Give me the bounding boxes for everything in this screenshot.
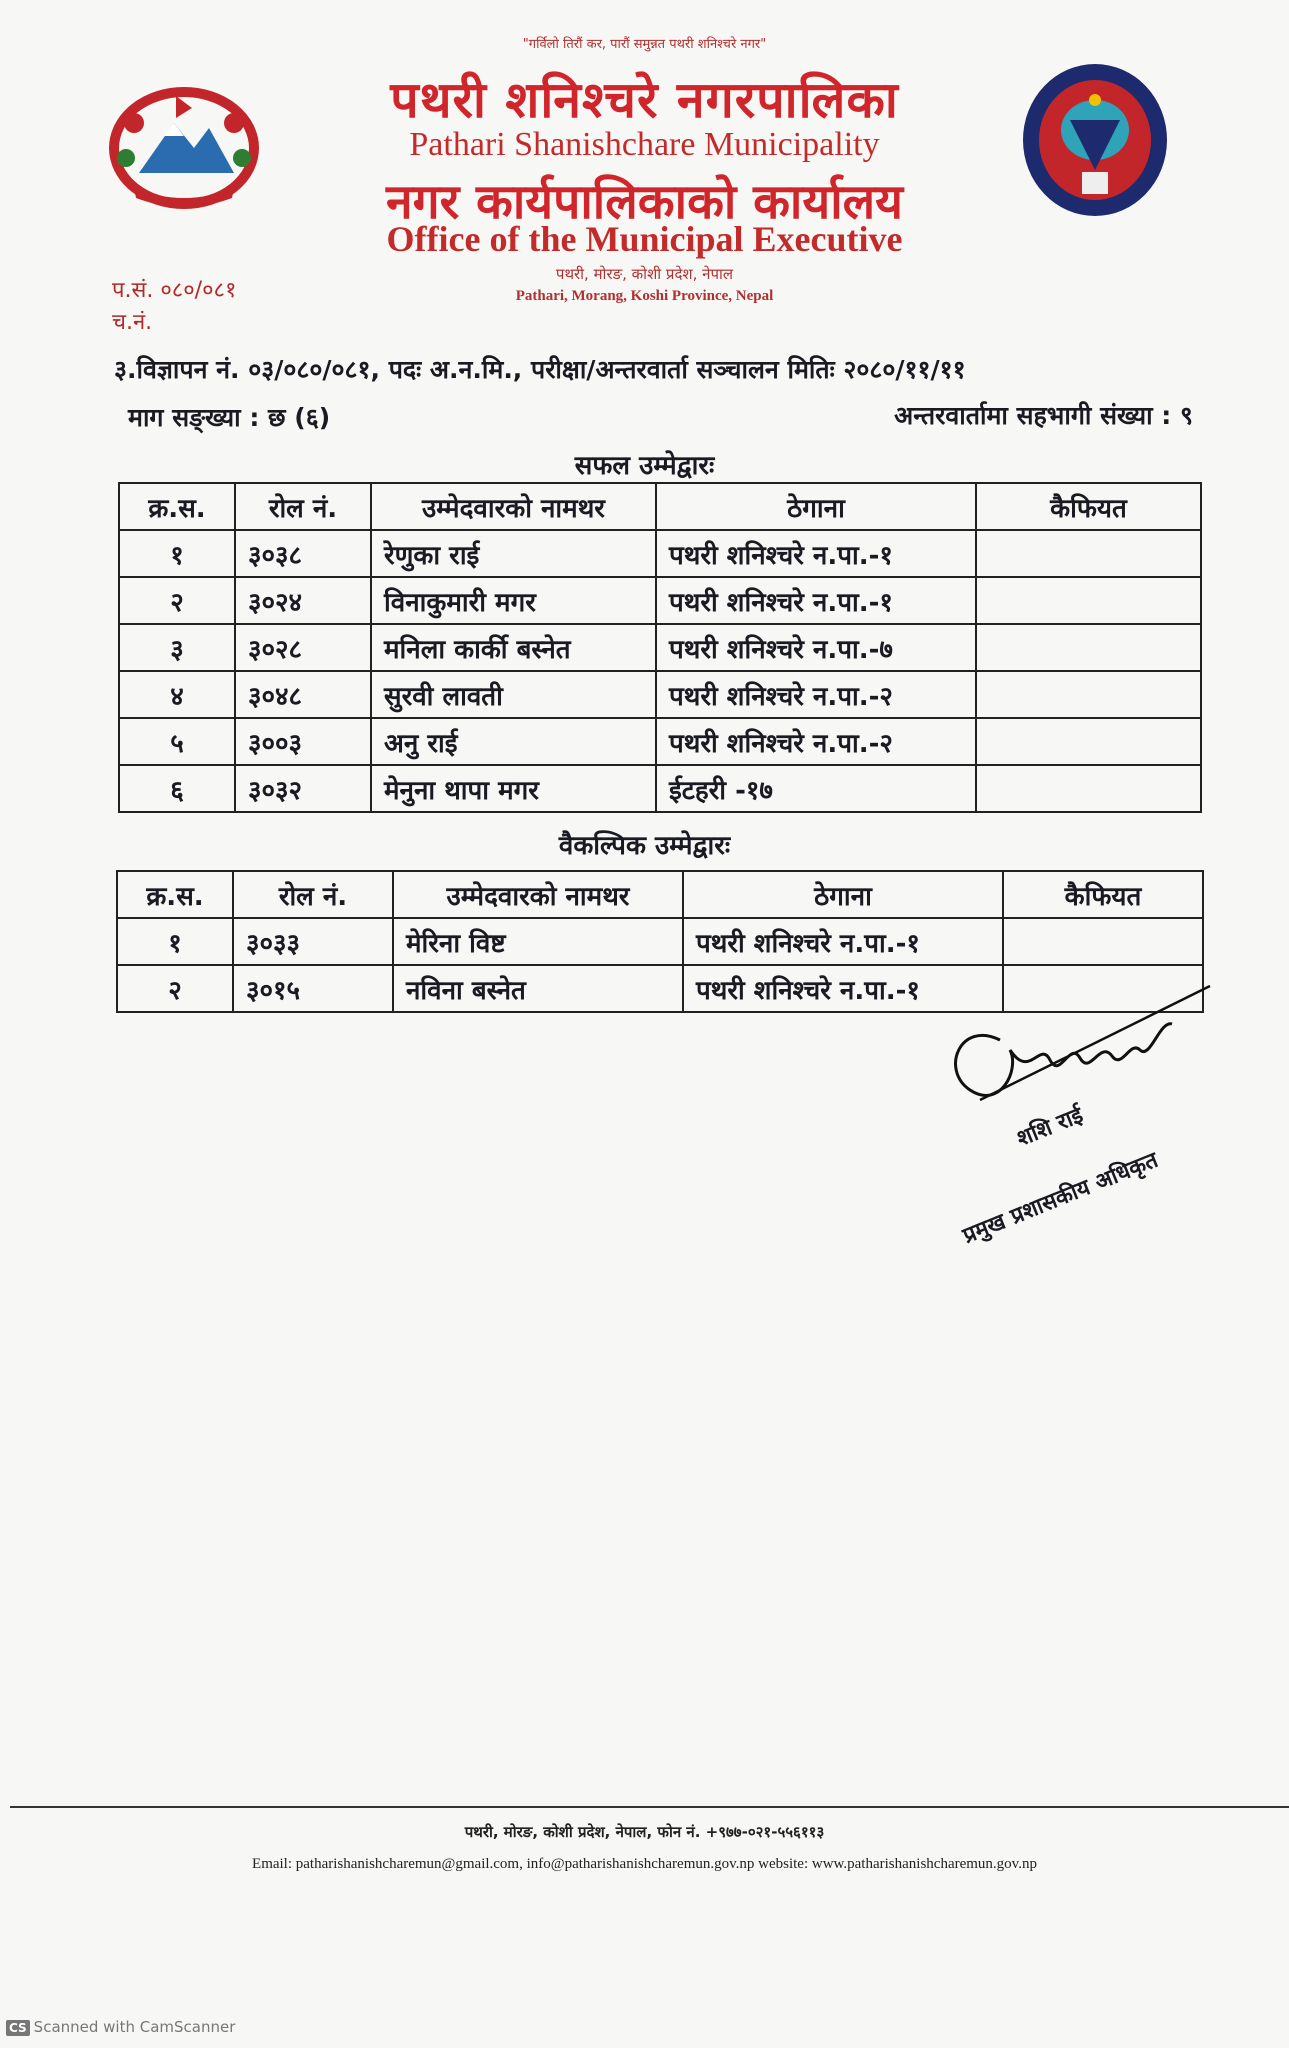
municipality-title-en: Pathari Shanishchare Municipality <box>409 126 880 163</box>
cell-address: पथरी शनिश्चरे न.पा.-१ <box>683 965 1003 1012</box>
cell-sn: ६ <box>119 765 235 812</box>
footer-address: पथरी, मोरङ, कोशी प्रदेश, नेपाल, फोन नं. +९७७-०२१-५५६११३ <box>464 1823 825 1841</box>
table-row <box>119 530 1201 577</box>
cell-roll: ३०२८ <box>235 624 371 671</box>
cell-address: पथरी शनिश्चरे न.पा.-१ <box>656 577 976 624</box>
successful-candidates-table <box>118 482 1202 813</box>
cell-name: सुरवी लावती <box>371 671 656 718</box>
table-header-row <box>119 483 1201 530</box>
table-header-row <box>117 871 1203 918</box>
cell-roll: ३०३८ <box>235 530 371 577</box>
cell-roll: ३०३२ <box>235 765 371 812</box>
table-row <box>119 671 1201 718</box>
cell-name: अनु राई <box>371 718 656 765</box>
dispatch-number: च.नं. <box>112 310 153 335</box>
cell-name: मनिला कार्की बस्नेत <box>371 624 656 671</box>
col-roll-header: रोल नं. <box>233 871 393 918</box>
table-row <box>119 577 1201 624</box>
cell-roll: ३०३३ <box>233 918 393 965</box>
office-title-np: नगर कार्यपालिकाको कार्यालय <box>385 174 904 230</box>
cell-roll: ३०२४ <box>235 577 371 624</box>
successful-caption: सफल उम्मेद्वारः <box>574 451 715 481</box>
cell-address: पथरी शनिश्चरे न.पा.-१ <box>683 918 1003 965</box>
cell-roll: ३०४८ <box>235 671 371 718</box>
cell-remarks <box>976 765 1201 812</box>
col-roll-header: रोल नं. <box>235 483 371 530</box>
participant-count: अन्तरवार्तामा सहभागी संख्या : ९ <box>894 401 1193 430</box>
cell-name: मेनुना थापा मगर <box>371 765 656 812</box>
letter-number: प.सं. ०८०/०८१ <box>112 278 237 303</box>
table-row <box>119 765 1201 812</box>
scanner-watermark <box>6 2018 235 2036</box>
cell-remarks <box>976 671 1201 718</box>
cell-sn: २ <box>119 577 235 624</box>
col-remarks-header: कैफियत <box>1003 871 1203 918</box>
signatory-title: प्रमुख प्रशासकीय अधिकृत <box>959 1147 1162 1249</box>
cell-name: मेरिना विष्ट <box>393 918 683 965</box>
cell-address: ईटहरी -१७ <box>656 765 976 812</box>
col-sn-header: क्र.स. <box>117 871 233 918</box>
table-row <box>119 718 1201 765</box>
cell-remarks <box>976 718 1201 765</box>
cell-name: नविना बस्नेत <box>393 965 683 1012</box>
cell-address: पथरी शनिश्चरे न.पा.-१ <box>656 530 976 577</box>
address-np: पथरी, मोरङ, कोशी प्रदेश, नेपाल <box>555 265 734 283</box>
table-row <box>119 624 1201 671</box>
cell-sn: ५ <box>119 718 235 765</box>
cell-address: पथरी शनिश्चरे न.पा.-२ <box>656 718 976 765</box>
footer-contact: Email: patharishanishcharemun@gmail.com, info@patharishanishcharemun.gov.np website: www.patharishanishcharemun.gov.np <box>252 1856 1037 1872</box>
cell-name: विनाकुमारी मगर <box>371 577 656 624</box>
col-name-header: उम्मेदवारको नामथर <box>371 483 656 530</box>
cell-roll: ३००३ <box>235 718 371 765</box>
cell-sn: २ <box>117 965 233 1012</box>
col-address-header: ठेगाना <box>656 483 976 530</box>
office-title-en: Office of the Municipal Executive <box>386 219 903 259</box>
cell-remarks <box>976 530 1201 577</box>
signatory-name: शशि राई <box>1013 1102 1087 1152</box>
notice-line: ३.विज्ञापन नं. ०३/०८०/०८१, पदः अ.न.मि., परीक्षा/अन्तरवार्ता सञ्चालन मितिः २०८०/११/११ <box>114 355 966 384</box>
demand-count: माग सङ्ख्या : छ (६) <box>128 403 331 432</box>
cell-sn: ३ <box>119 624 235 671</box>
cell-remarks <box>976 577 1201 624</box>
cell-roll: ३०१५ <box>233 965 393 1012</box>
cell-name: रेणुका राई <box>371 530 656 577</box>
cell-address: पथरी शनिश्चरे न.पा.-२ <box>656 671 976 718</box>
cell-sn: ४ <box>119 671 235 718</box>
municipality-title-np: पथरी शनिश्चरे नगरपालिका <box>390 71 899 129</box>
cell-remarks <box>976 624 1201 671</box>
slogan: "गर्विलो तिरौं कर, पारौं समुन्नत पथरी शनिश्चरे नगर" <box>522 37 767 52</box>
col-address-header: ठेगाना <box>683 871 1003 918</box>
signature <box>940 980 1220 1130</box>
cell-address: पथरी शनिश्चरे न.पा.-७ <box>656 624 976 671</box>
scanner-label: Scanned with CamScanner <box>33 2018 236 2036</box>
alternate-caption: वैकल्पिक उम्मेद्वारः <box>558 831 731 861</box>
cell-remarks <box>1003 918 1203 965</box>
address-en: Pathari, Morang, Koshi Province, Nepal <box>515 288 774 304</box>
cell-sn: १ <box>117 918 233 965</box>
col-sn-header: क्र.स. <box>119 483 235 530</box>
camscanner-icon: CS <box>6 2020 30 2036</box>
table-row <box>117 918 1203 965</box>
cell-sn: १ <box>119 530 235 577</box>
footer-divider <box>10 1806 1289 1808</box>
col-name-header: उम्मेदवारको नामथर <box>393 871 683 918</box>
col-remarks-header: कैफियत <box>976 483 1201 530</box>
